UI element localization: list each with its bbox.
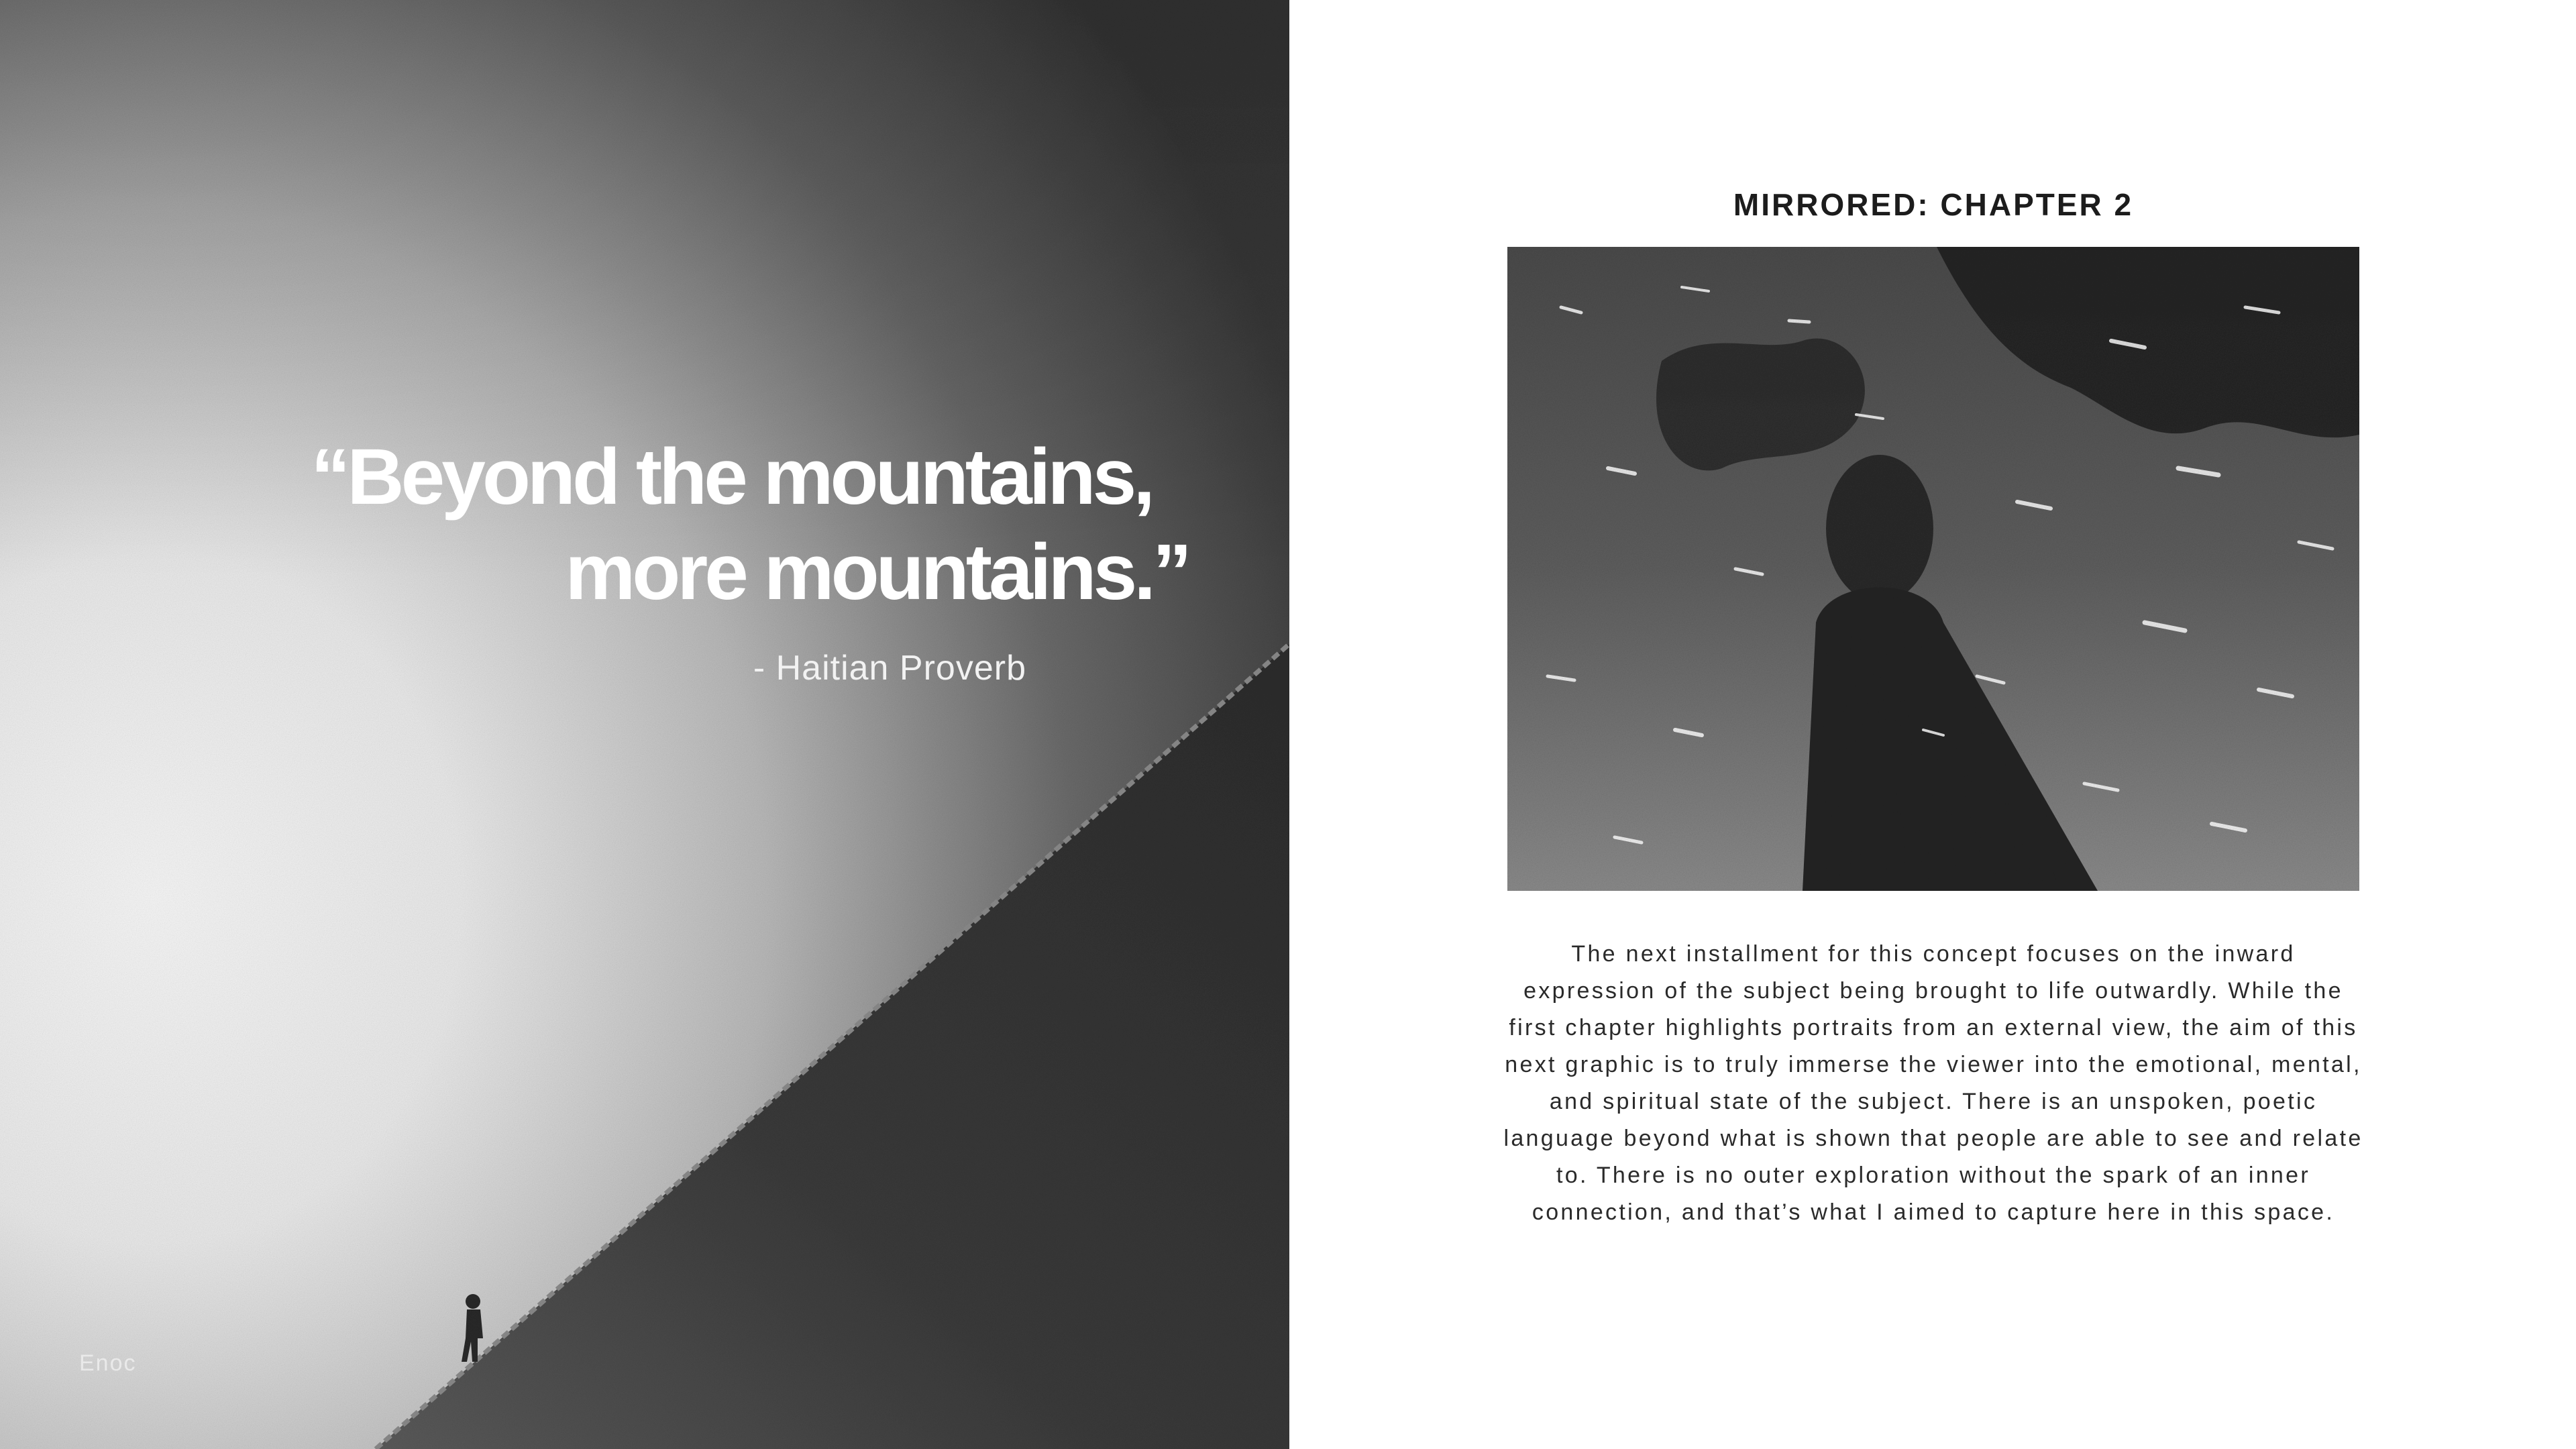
footer-mark: Enoc <box>79 1350 137 1376</box>
quote-block <box>115 429 1189 688</box>
quote-line-2: more mountains.” <box>565 528 1189 616</box>
quote-attribution: - Haitian Proverb <box>753 649 1026 688</box>
quote-line-1: “Beyond the mountains, <box>311 433 1152 521</box>
snowstorm-portrait-image <box>1507 247 2359 891</box>
right-page <box>1289 0 2576 1449</box>
chapter-body-text: The next installment for this concept focuses on the inward expression of the subject being brought to life outwardly. While the first chapter highlights portraits from an external view, the aim of this next graphic is to truly immerse the viewer into the emotional, mental, and spiritual state of the subject. There is an unspoken, poetic language beyond what is shown that people are able to see and relate to. There is no outer exploration without the spark of an inner connection, and that’s what I aimed to capture here in this space. <box>1503 941 2363 1225</box>
chapter-photo <box>1507 247 2359 891</box>
chapter-title: MIRRORED: CHAPTER 2 <box>1733 187 2134 222</box>
